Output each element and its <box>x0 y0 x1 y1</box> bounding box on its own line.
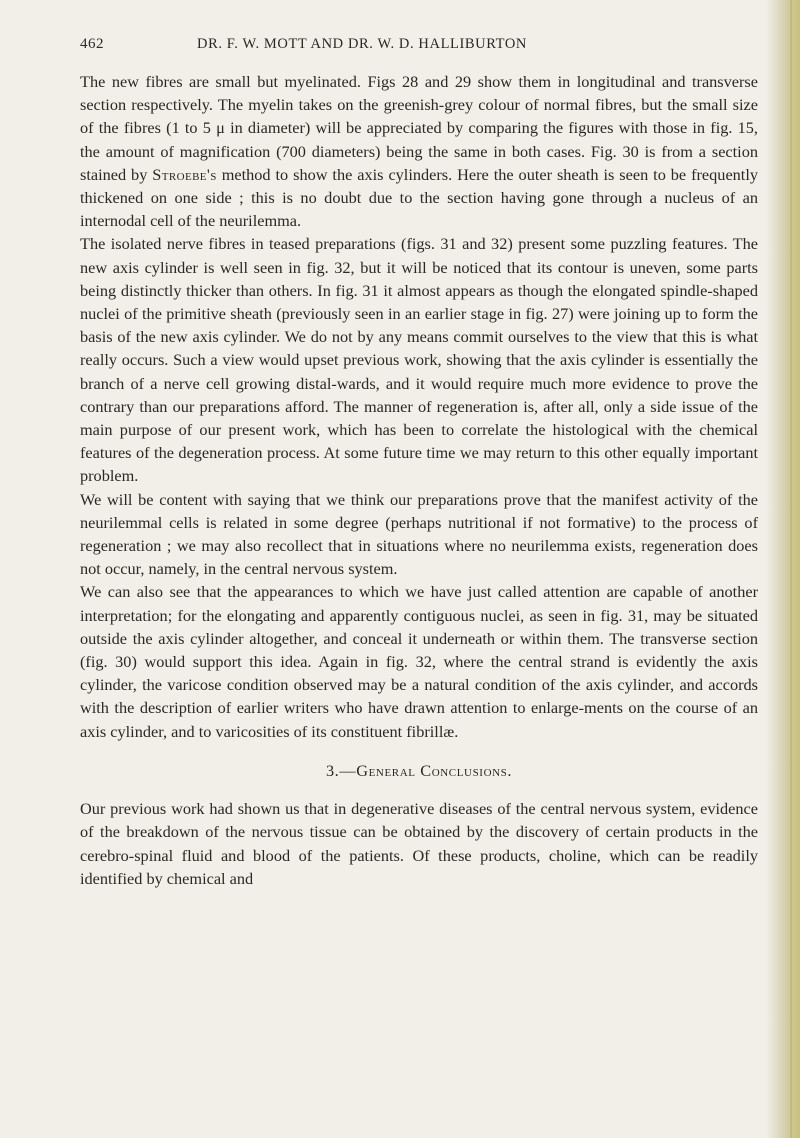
running-head: DR. F. W. MOTT AND DR. W. D. HALLIBURTON <box>197 36 527 52</box>
paragraph-1-continuation: method to show the axis cylinders. Here the outer sheath is seen to be frequently thickened on one side ; this is no doubt due to the section having gone through a nucleus of an internodal cell of the neurilemma. <box>80 164 758 231</box>
page-number: 462 <box>80 36 104 52</box>
section-heading: 3.—General Conclusions. <box>325 760 513 780</box>
paragraph-2: The isolated nerve fibres in teased preparations (figs. 31 and 32) present some puzzling features. The new axis cylinder is well seen in fig. 32, but it will be noticed that its contour is uneven, some parts being distinctly thicker than others. In fig. 31 it almost appears as though the elongated spindle-shaped nuclei of the primitive sheath (previously seen in an earlier stage in fig. 27) were joining up to form the basis of the new axis cylinder. We do not by any means commit ourselves to the view that this is what really occurs. Such a view would upset previous work, showing that the axis cylinder is essentially the branch of a nerve cell growing distal-wards, and it would require much more evidence to prove the contrary than our preparations afford. The manner of regeneration is, after all, only a side issue of the main purpose of our present work, which has been to correlate the histological with the chemical features of the degeneration process. At some future time we may return to this other equally important problem. <box>80 234 758 486</box>
page-header <box>80 36 752 58</box>
paragraph-4: We can also see that the appearances to which we have just called attention are capable of another interpretation; for the elongating and apparently contiguous nuclei, as seen in fig. 31, may be situated outside the axis cylinder altogether, and conceal it underneath or within them. The transverse section (fig. 30) would support this idea. Again in fig. 32, where the central strand is evidently the axis cylinder, the varicose condition observed may be a natural condition of the axis cylinder, and accords with the description of earlier writers who have drawn attention to enlarge-ments on the course of an axis cylinder, and to varicosities of its constituent fibrillæ. <box>80 582 758 741</box>
body-text <box>80 70 758 890</box>
paragraph-1-text: The new fibres are small but myelinated. Figs 28 and 29 show them in longitudinal and transverse section respectively. The myelin takes on the greenish-grey colour of normal fibres, but the small size of the fibres (1 to 5 μ in diameter) will be appreciated by comparing the figures with those in fig. 15, the amount of magnification (700 diameters) being the same in both cases. Fig. 30 is from a section stained by <box>80 72 758 184</box>
page-edge-shadow <box>766 0 800 1138</box>
paragraph-3: We will be content with saying that we think our preparations prove that the manifest activity of the neurilemmal cells is related in some degree (perhaps nutritional if not formative) to the process of regeneration ; we may also recollect that in situations where no neurilemma exists, regeneration does not occur, namely, in the central nervous system. <box>80 489 758 579</box>
paragraph-1-smallcaps-name: Stroebe's <box>152 164 217 184</box>
paragraph-5: Our previous work had shown us that in degenerative diseases of the central nervous system, evidence of the breakdown of the nervous tissue can be obtained by the discovery of certain products in the cerebro-spinal fluid and blood of the patients. Of these products, choline, which can be readily identified by chemical and <box>80 799 758 888</box>
page-edge-line <box>790 0 792 1138</box>
paragraph-1 <box>80 70 758 232</box>
